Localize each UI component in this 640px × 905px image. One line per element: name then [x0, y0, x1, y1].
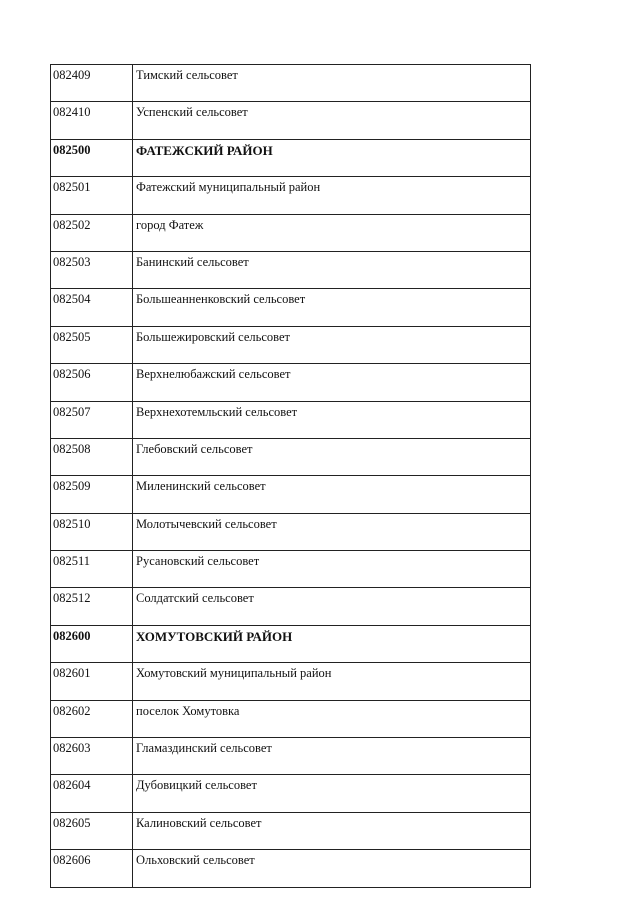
table-row — [51, 326, 531, 363]
table-row — [51, 551, 531, 588]
table-row — [51, 401, 531, 438]
row-code: 082511 — [51, 551, 133, 588]
row-name: Дубовицкий сельсовет — [133, 775, 531, 812]
row-code: 082505 — [51, 326, 133, 363]
row-code: 082503 — [51, 251, 133, 288]
row-code: 082506 — [51, 364, 133, 401]
district-header-row — [51, 139, 531, 176]
district-name: ХОМУТОВСКИЙ РАЙОН — [133, 625, 531, 662]
table-row — [51, 177, 531, 214]
table-row — [51, 663, 531, 700]
row-code: 082502 — [51, 214, 133, 251]
table-row — [51, 65, 531, 102]
table-row — [51, 812, 531, 849]
table-row — [51, 738, 531, 775]
district-header-row — [51, 625, 531, 662]
row-code: 082510 — [51, 513, 133, 550]
table-row — [51, 588, 531, 625]
row-name: Гламаздинский сельсовет — [133, 738, 531, 775]
table-row — [51, 364, 531, 401]
row-name: Русановский сельсовет — [133, 551, 531, 588]
row-code: 082501 — [51, 177, 133, 214]
row-code: 082601 — [51, 663, 133, 700]
municipality-code-table — [50, 64, 531, 888]
row-code: 082606 — [51, 850, 133, 887]
district-code: 082500 — [51, 139, 133, 176]
row-code: 082604 — [51, 775, 133, 812]
row-code: 082603 — [51, 738, 133, 775]
row-name: Фатежский муниципальный район — [133, 177, 531, 214]
row-name: Ольховский сельсовет — [133, 850, 531, 887]
district-code: 082600 — [51, 625, 133, 662]
table-body — [51, 65, 531, 888]
table-row — [51, 476, 531, 513]
row-code: 082409 — [51, 65, 133, 102]
row-name: Молотычевский сельсовет — [133, 513, 531, 550]
table-row — [51, 513, 531, 550]
table-row — [51, 102, 531, 139]
table-row — [51, 214, 531, 251]
row-name: поселок Хомутовка — [133, 700, 531, 737]
row-code: 082410 — [51, 102, 133, 139]
row-code: 082504 — [51, 289, 133, 326]
row-name: Солдатский сельсовет — [133, 588, 531, 625]
row-name: Успенский сельсовет — [133, 102, 531, 139]
row-name: город Фатеж — [133, 214, 531, 251]
table-row — [51, 289, 531, 326]
row-name: Большеанненковский сельсовет — [133, 289, 531, 326]
row-code: 082602 — [51, 700, 133, 737]
row-name: Верхнелюбажский сельсовет — [133, 364, 531, 401]
row-name: Большежировский сельсовет — [133, 326, 531, 363]
row-name: Калиновский сельсовет — [133, 812, 531, 849]
row-code: 082508 — [51, 438, 133, 475]
row-name: Миленинский сельсовет — [133, 476, 531, 513]
table-row — [51, 700, 531, 737]
row-code: 082509 — [51, 476, 133, 513]
row-name: Хомутовский муниципальный район — [133, 663, 531, 700]
table-row — [51, 775, 531, 812]
row-name: Глебовский сельсовет — [133, 438, 531, 475]
row-code: 082512 — [51, 588, 133, 625]
table-row — [51, 850, 531, 887]
district-name: ФАТЕЖСКИЙ РАЙОН — [133, 139, 531, 176]
row-code: 082507 — [51, 401, 133, 438]
table-row — [51, 251, 531, 288]
row-name: Банинский сельсовет — [133, 251, 531, 288]
row-name: Верхнехотемльский сельсовет — [133, 401, 531, 438]
row-name: Тимский сельсовет — [133, 65, 531, 102]
table-row — [51, 438, 531, 475]
row-code: 082605 — [51, 812, 133, 849]
